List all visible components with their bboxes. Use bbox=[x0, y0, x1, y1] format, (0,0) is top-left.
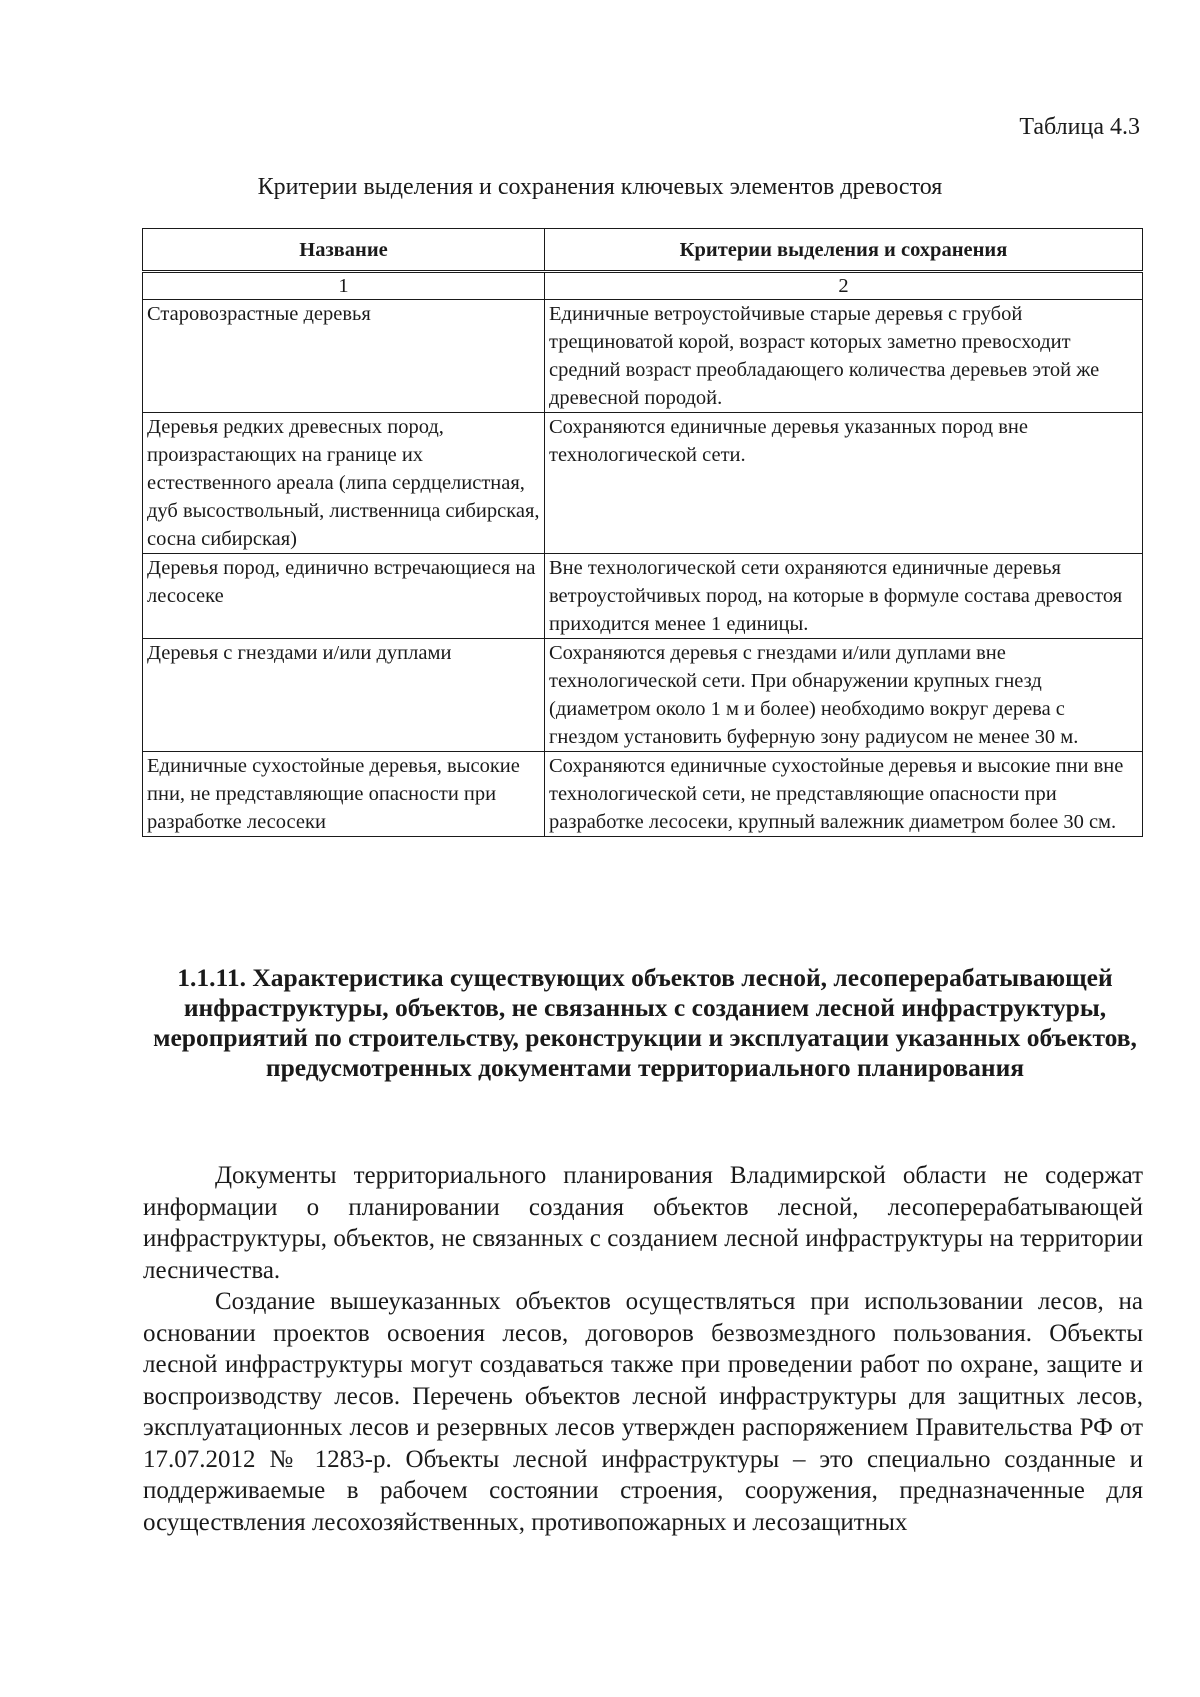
table-header-row bbox=[143, 229, 1143, 272]
criteria-cell: Единичные ветроустойчивые старые деревья с грубой трещиноватой корой, возраст которых заметно превосходит средний возраст преобладающего количества деревьев этой же древесной породой. bbox=[545, 300, 1143, 413]
table-row bbox=[143, 554, 1143, 639]
tree-type-cell: Деревья с гнездами и/или дуплами bbox=[143, 639, 545, 752]
criteria-cell: Вне технологической сети охраняются единичные деревья ветроустойчивых пород, на которые в формуле состава древостоя приходится менее 1 единицы. bbox=[545, 554, 1143, 639]
column-number: 1 bbox=[143, 272, 545, 300]
table-row bbox=[143, 413, 1143, 554]
tree-type-cell: Деревья пород, единично встречающиеся на лесосеке bbox=[143, 554, 545, 639]
header-name: Название bbox=[143, 229, 545, 272]
criteria-table bbox=[142, 228, 1143, 837]
table-row bbox=[143, 300, 1143, 413]
table-row bbox=[143, 639, 1143, 752]
section-heading: 1.1.11. Характеристика существующих объектов лесной, лесоперерабатывающей инфраструктуры, объектов, не связанных с созданием лесной инфраструктуры, мероприятий по строительству, реконструкции и эксплуатации указанных объектов, предусмотренных документами территориального планирования bbox=[153, 963, 1137, 1082]
header-criteria: Критерии выделения и сохранения bbox=[545, 229, 1143, 272]
table-number: Таблица 4.3 bbox=[1019, 114, 1140, 140]
criteria-cell: Сохраняются деревья с гнездами и/или дуплами вне технологической сети. При обнаружении крупных гнезд (диаметром около 1 м и более) необходимо вокруг дерева с гнездом установить буферную зону радиусом не менее 30 м. bbox=[545, 639, 1143, 752]
table-caption: Критерии выделения и сохранения ключевых элементов древостоя bbox=[257, 174, 943, 200]
tree-type-cell: Старовозрастные деревья bbox=[143, 300, 545, 413]
body-text bbox=[143, 1160, 1143, 1538]
table-row bbox=[143, 752, 1143, 837]
column-number: 2 bbox=[545, 272, 1143, 300]
criteria-cell: Сохраняются единичные сухостойные деревья и высокие пни вне технологической сети, не представляющие опасности при разработке лесосеки, крупный валежник диаметром более 30 см. bbox=[545, 752, 1143, 837]
tree-type-cell: Деревья редких древесных пород, произрастающих на границе их естественного ареала (липа сердцелистная, дуб высоствольный, лиственница сибирская, сосна сибирская) bbox=[143, 413, 545, 554]
paragraph: Документы территориального планирования Владимирской области не содержат информации о планировании создания объектов лесной, лесоперерабатывающей инфраструктуры, объектов, не связанных с созданием лесной инфраструктуры на территории лесничества. bbox=[143, 1162, 1143, 1284]
column-number-row bbox=[143, 272, 1143, 300]
tree-type-cell: Единичные сухостойные деревья, высокие пни, не представляющие опасности при разработке лесосеки bbox=[143, 752, 545, 837]
paragraph: Создание вышеуказанных объектов осуществляться при использовании лесов, на основании проектов освоения лесов, договоров безвозмездного пользования. Объекты лесной инфраструктуры могут создаваться также при проведении работ по охране, защите и воспроизводству лесов. Перечень объектов лесной инфраструктуры для защитных лесов, эксплуатационных лесов и резервных лесов утвержден распоряжением Правительства РФ от 17.07.2012 № 1283-р. Объекты лесной инфраструктуры – это специально созданные и поддерживаемые в рабочем состоянии строения, сооружения, предназначенные для осуществления лесохозяйственных, противопожарных и лесозащитных bbox=[143, 1288, 1143, 1536]
criteria-cell: Сохраняются единичные деревья указанных пород вне технологической сети. bbox=[545, 413, 1143, 554]
